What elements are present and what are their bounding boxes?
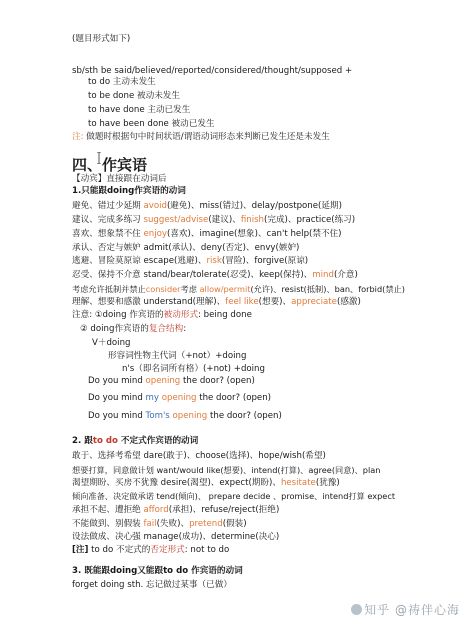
verb-row: 避免、错过少延期 avoid(避免)、miss(错过)、delay/postpone(延期) <box>72 201 342 211</box>
subheading-doing: 1.只能跟doing作宾语的动词 <box>72 186 186 196</box>
form-line: to have done 主动已发生 <box>88 105 191 115</box>
note-text: 做题时根据句中时间状语/谓语动词形态来判断已发生还是未发生 <box>86 132 330 142</box>
form-line: to be done 被动未发生 <box>88 91 180 101</box>
verb-row: 设法做成、决心强 manage(成功)、determine(决心) <box>72 532 280 542</box>
text-cursor-icon <box>96 152 102 164</box>
formula-line: V＋doing <box>92 338 131 348</box>
verb-row: 想要打算，同意做计划 want/would like(想要)、intend(打算)、agree(同意)、plan <box>72 465 381 475</box>
pattern-line: sb/sth be said/believed/reported/considered/thought/supposed + <box>72 66 353 76</box>
verb-row: 敢于、选择考希望 dare(敢于)、choose(选择)、hope/wish(希望) <box>72 451 326 461</box>
header-note: (题目形式如下) <box>72 34 131 44</box>
verb-row: 建议、完成多练习 suggest/advise(建议)、finish(完成)、practice(练习) <box>72 215 356 225</box>
example-line: Do you mind Tom's opening the door? (open) <box>88 411 282 421</box>
example-line: Do you mind opening the door? (open) <box>88 376 255 386</box>
form-line: to have been done 被动已发生 <box>88 119 215 129</box>
intro-note <box>72 132 330 143</box>
note-passive: 注意: ①doing 作宾语的被动形式: being done <box>72 310 252 320</box>
formula-line: n's（即名词所有格）(+not) +doing <box>122 364 265 374</box>
note-label: 注: <box>72 132 84 142</box>
verb-row: 考虑允许抵制并禁止consider考虑 allow/permit(允许)、resist(抵制)、ban、forbid(禁止) <box>72 284 405 294</box>
note-compound: ② doing作宾语的复合结构: <box>80 324 187 334</box>
verb-row: 倾向准备、决定做承诺 tend(倾向)、 prepare decide 、promise、intend打算 expect <box>72 491 396 501</box>
to-do-note: [注] to do 不定式的否定形式: not to do <box>72 545 230 555</box>
verb-row: 渴望期盼、买房不犹豫 desire(渴望)、expect(期盼)、hesitate(犹豫) <box>72 478 340 488</box>
example-line: Do you mind my opening the door? (open) <box>88 393 271 403</box>
verb-row: 理解、想要和感激 understand(理解)、feel like(想要)、appreciate(感激) <box>72 297 361 307</box>
form-line: to do 主动未发生 <box>88 77 156 87</box>
verb-row: 逃避、冒险莫原谅 escape(逃避)、risk(冒险)、forgive(原谅) <box>72 256 309 266</box>
verb-row: forget doing sth. 忘记做过某事（已做） <box>72 580 232 590</box>
section-subtitle: 【动宾】直接跟在动词后 <box>72 174 167 184</box>
verb-row: 喜欢、想象禁不住 enjoy(喜欢)、imagine(想象)、can't help(禁不住) <box>72 229 342 239</box>
verb-row: 承认、否定与嫉妒 admit(承认)、deny(否定)、envy(嫉妒) <box>72 243 300 253</box>
zhihu-watermark: 知乎 @祷伴心海 <box>351 601 460 618</box>
verb-row: 承担不起、遭拒绝 afford(承担)、refuse/reject(拒绝) <box>72 505 280 515</box>
formula-line: 形容词性物主代词（+not）+doing <box>108 351 247 361</box>
zhihu-logo-icon <box>351 604 362 615</box>
subheading-to-do: 2. 跟to do 不定式作宾语的动词 <box>72 436 199 446</box>
section-title: 四、作宾语 <box>72 156 148 174</box>
verb-row: 忍受、保持不介意 stand/bear/tolerate(忍受)、keep(保持)、mind(介意) <box>72 270 358 280</box>
verb-row: 不能做到、别假装 fail(失败)、pretend(假装) <box>72 519 247 529</box>
subheading-both: 3. 既能跟doing又能跟to do 作宾语的动词 <box>72 566 243 576</box>
